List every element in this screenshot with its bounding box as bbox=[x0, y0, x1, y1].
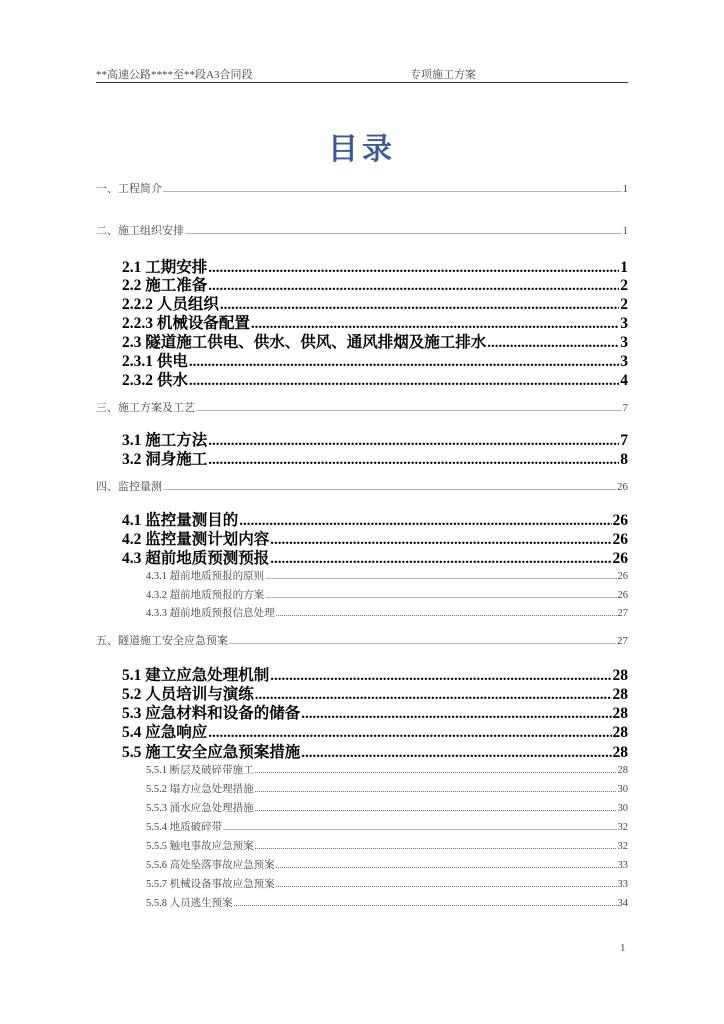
toc-entry-page: 2 bbox=[620, 296, 628, 313]
toc-entry-page: 34 bbox=[617, 898, 628, 909]
toc-entry-title: 五、隧道施工安全应急预案 bbox=[96, 635, 228, 647]
toc-entry[interactable] bbox=[122, 740, 628, 762]
toc-entry-page: 1 bbox=[620, 259, 628, 276]
toc-entry[interactable] bbox=[96, 632, 628, 648]
page-number: 1 bbox=[620, 942, 626, 954]
toc-entry-title: 2.3.2 供水 bbox=[122, 372, 188, 389]
toc-entry[interactable] bbox=[146, 876, 628, 891]
toc-entry-page: 30 bbox=[617, 784, 628, 795]
toc-entry-title: 3.1 施工方法 bbox=[122, 432, 208, 449]
toc-entry-title: 2.2.3 机械设备配置 bbox=[122, 315, 250, 332]
toc-entry-title: 5.5.7 机械设备事故应急预案 bbox=[146, 879, 275, 890]
toc-entry[interactable] bbox=[146, 781, 628, 796]
toc-entry-page: 7 bbox=[620, 432, 628, 449]
toc-entry-title: 5.3 应急材料和设备的储备 bbox=[122, 705, 301, 722]
toc-entry-title: 5.1 建立应急处理机制 bbox=[122, 667, 270, 684]
toc-entry-title: 5.5.6 高处坠落事故应急预案 bbox=[146, 860, 275, 871]
toc-dot-leader bbox=[301, 745, 611, 762]
toc-entry-page: 1 bbox=[622, 225, 628, 237]
toc-dot-leader bbox=[265, 572, 616, 581]
toc-entry-title: 5.5.5 触电事故应急预案 bbox=[146, 841, 254, 852]
toc-entry[interactable] bbox=[146, 605, 628, 620]
toc-dot-leader bbox=[265, 591, 616, 600]
toc-entry-page: 30 bbox=[617, 803, 628, 814]
toc-entry[interactable] bbox=[146, 800, 628, 815]
toc-dot-leader bbox=[255, 766, 617, 775]
toc-entry-title: 4.3.2 超前地质预报的方案 bbox=[146, 590, 265, 601]
toc-entry[interactable] bbox=[146, 838, 628, 853]
header-project-name: **高速公路****至**段A3合同段 bbox=[96, 69, 253, 81]
toc-entry-title: 5.5.1 断层及破碎带施工 bbox=[146, 765, 254, 776]
toc-entry-page: 3 bbox=[620, 334, 628, 351]
toc-entry-page: 28 bbox=[612, 724, 628, 741]
toc-entry-page: 26 bbox=[612, 531, 628, 548]
toc-entry[interactable] bbox=[122, 720, 628, 742]
toc-entry-title: 5.2 人员培训与演练 bbox=[122, 686, 254, 703]
toc-entry-page: 26 bbox=[617, 590, 628, 601]
toc-entry[interactable] bbox=[146, 762, 628, 777]
toc-entry[interactable] bbox=[146, 587, 628, 602]
toc-dot-leader bbox=[229, 637, 616, 646]
toc-dot-leader bbox=[189, 373, 619, 390]
toc-entry-title: 4.3.3 超前地质预报信息处理 bbox=[146, 608, 275, 619]
toc-entry-title: 2.2.2 人员组织 bbox=[122, 296, 219, 313]
toc-dot-leader bbox=[185, 227, 622, 236]
toc-entry-title: 5.5.3 涌水应急处理措施 bbox=[146, 803, 254, 814]
toc-entry-title: 5.5.8 人员逃生预案 bbox=[146, 898, 233, 909]
toc-entry[interactable] bbox=[146, 857, 628, 872]
toc-dot-leader bbox=[196, 404, 622, 413]
toc-dot-leader bbox=[276, 861, 617, 870]
toc-entry[interactable] bbox=[122, 546, 628, 568]
toc-entry[interactable] bbox=[122, 447, 628, 469]
toc-entry[interactable] bbox=[122, 368, 628, 390]
toc-entry[interactable] bbox=[146, 895, 628, 910]
toc-entry-page: 26 bbox=[617, 571, 628, 582]
toc-entry-page: 8 bbox=[620, 451, 628, 468]
toc-entry-page: 3 bbox=[620, 315, 628, 332]
toc-entry-title: 5.5 施工安全应急预案措施 bbox=[122, 744, 301, 761]
toc-entry-title: 二、施工组织安排 bbox=[96, 225, 184, 237]
toc-entry-page: 28 bbox=[612, 667, 628, 684]
toc-entry[interactable] bbox=[146, 568, 628, 583]
toc-entry-title: 3.2 洞身施工 bbox=[122, 451, 208, 468]
toc-dot-leader bbox=[276, 609, 617, 618]
toc-entry-page: 28 bbox=[617, 765, 628, 776]
toc-entry[interactable] bbox=[96, 478, 628, 494]
page-header bbox=[96, 64, 628, 83]
toc-entry-title: 4.2 监控量测计划内容 bbox=[122, 531, 270, 548]
toc-entry-title: 2.1 工期安排 bbox=[122, 259, 208, 276]
toc-dot-leader bbox=[255, 785, 617, 794]
toc-entry-title: 4.3.1 超前地质预报的原则 bbox=[146, 571, 265, 582]
toc-entry-title: 2.2 施工准备 bbox=[122, 277, 208, 294]
toc-entry-title: 5.4 应急响应 bbox=[122, 724, 208, 741]
toc-entry-title: 2.3.1 供电 bbox=[122, 353, 188, 370]
header-document-type: 专项施工方案 bbox=[410, 69, 476, 81]
toc-entry-title: 2.3 隧道施工供电、供水、供风、通风排烟及施工排水 bbox=[122, 334, 487, 351]
toc-entry-title: 一、工程简介 bbox=[96, 183, 162, 195]
toc-entry-page: 27 bbox=[617, 635, 628, 647]
toc-dot-leader bbox=[276, 880, 617, 889]
toc-entry-title: 5.5.4 地质破碎带 bbox=[146, 822, 223, 833]
toc-entry-page: 26 bbox=[612, 550, 628, 567]
toc-dot-leader bbox=[163, 483, 616, 492]
toc-entry-page: 28 bbox=[612, 744, 628, 761]
toc-entry-page: 7 bbox=[622, 402, 628, 414]
toc-entry-page: 32 bbox=[617, 841, 628, 852]
toc-entry-page: 26 bbox=[612, 512, 628, 529]
toc-dot-leader bbox=[255, 804, 617, 813]
toc-entry-title: 四、监控量测 bbox=[96, 481, 162, 493]
toc-entry[interactable] bbox=[96, 222, 628, 238]
toc-entry-title: 4.1 监控量测目的 bbox=[122, 512, 239, 529]
toc-dot-leader bbox=[270, 551, 611, 568]
toc-entry-page: 1 bbox=[622, 183, 628, 195]
toc-entry-page: 28 bbox=[612, 705, 628, 722]
toc-entry[interactable] bbox=[96, 399, 628, 415]
toc-dot-leader bbox=[223, 823, 616, 832]
toc-dot-leader bbox=[208, 452, 619, 469]
toc-entry-page: 28 bbox=[612, 686, 628, 703]
toc-entry-page: 32 bbox=[617, 822, 628, 833]
toc-entry-page: 26 bbox=[617, 481, 628, 493]
toc-entry-page: 3 bbox=[620, 353, 628, 370]
toc-entry-page: 33 bbox=[617, 860, 628, 871]
toc-title: 目录 bbox=[328, 133, 396, 166]
toc-dot-leader bbox=[163, 185, 622, 194]
toc-entry-page: 2 bbox=[620, 277, 628, 294]
toc-entry-page: 27 bbox=[617, 608, 628, 619]
toc-entry[interactable] bbox=[96, 180, 628, 196]
toc-entry-title: 4.3 超前地质预测预报 bbox=[122, 550, 270, 567]
toc-entry-page: 33 bbox=[617, 879, 628, 890]
toc-entry-title: 5.5.2 塌方应急处理措施 bbox=[146, 784, 254, 795]
toc-entry-page: 4 bbox=[620, 372, 628, 389]
toc-entry-title: 三、施工方案及工艺 bbox=[96, 402, 195, 414]
toc-dot-leader bbox=[255, 842, 617, 851]
toc-entry[interactable] bbox=[146, 819, 628, 834]
toc-dot-leader bbox=[234, 899, 617, 908]
